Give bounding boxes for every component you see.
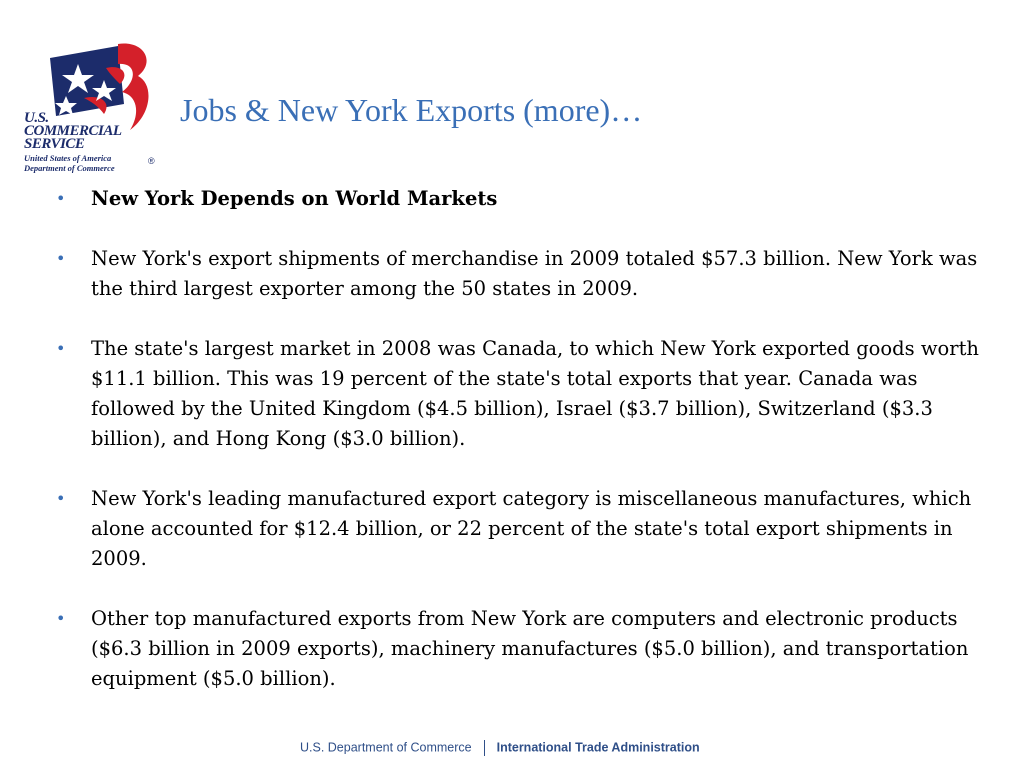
footer [300, 740, 700, 756]
bullet-text: New York's leading manufactured export category is miscellaneous manufactures, which alone accounted for $12.4 billion, or 22 percent of the state's total export shipments in 2009. [91, 487, 972, 570]
logo-line-commercial: COMMERCIAL [24, 123, 122, 139]
bullet-text: The state's largest market in 2008 was Canada, to which New York exported goods worth $11.1 billion. This was 19 percent of the state's total exports that year. Canada was followed by the United Kingdom ($4.5 billion), Israel ($3.7 billion), Switzerland ($3.3 billion), and Hong Kong ($3.0 billion). [91, 337, 979, 450]
bullet-marker: • [56, 249, 66, 268]
bullet-marker: • [56, 339, 66, 358]
logo-wordmark [24, 112, 122, 173]
footer-divider [484, 740, 485, 756]
footer-ita: International Trade Administration [496, 740, 700, 755]
bullet-list [56, 184, 986, 724]
bullet-text: Other top manufactured exports from New York are computers and electronic products ($6.3 billion in 2009 exports), machinery manufactures ($5.0 billion), and transportation equipment ($5.0 billion). [91, 607, 969, 690]
bullet-text: New York's export shipments of merchandise in 2009 totaled $57.3 billion. New York was the third largest exporter among the 50 states in 2009. [91, 247, 978, 300]
logo-line-service: SERVICE [24, 136, 85, 152]
bullet-item [56, 604, 986, 694]
bullet-marker: • [56, 189, 66, 208]
logo-line-doc: Department of Commerce [24, 163, 115, 173]
logo-line-usa: United States of America [24, 153, 112, 163]
bullet-item [56, 334, 986, 454]
registered-mark: ® [148, 156, 155, 166]
footer-department: U.S. Department of Commerce [300, 740, 472, 755]
bullet-item [56, 244, 986, 304]
us-commercial-service-logo [22, 40, 162, 180]
bullet-item [56, 184, 986, 214]
logo-line-us: U.S. [24, 110, 49, 126]
bullet-item [56, 484, 986, 574]
slide-title: Jobs & New York Exports (more)… [180, 92, 643, 128]
bullet-marker: • [56, 609, 66, 628]
bullet-marker: • [56, 489, 66, 508]
bullet-heading: New York Depends on World Markets [91, 187, 498, 210]
